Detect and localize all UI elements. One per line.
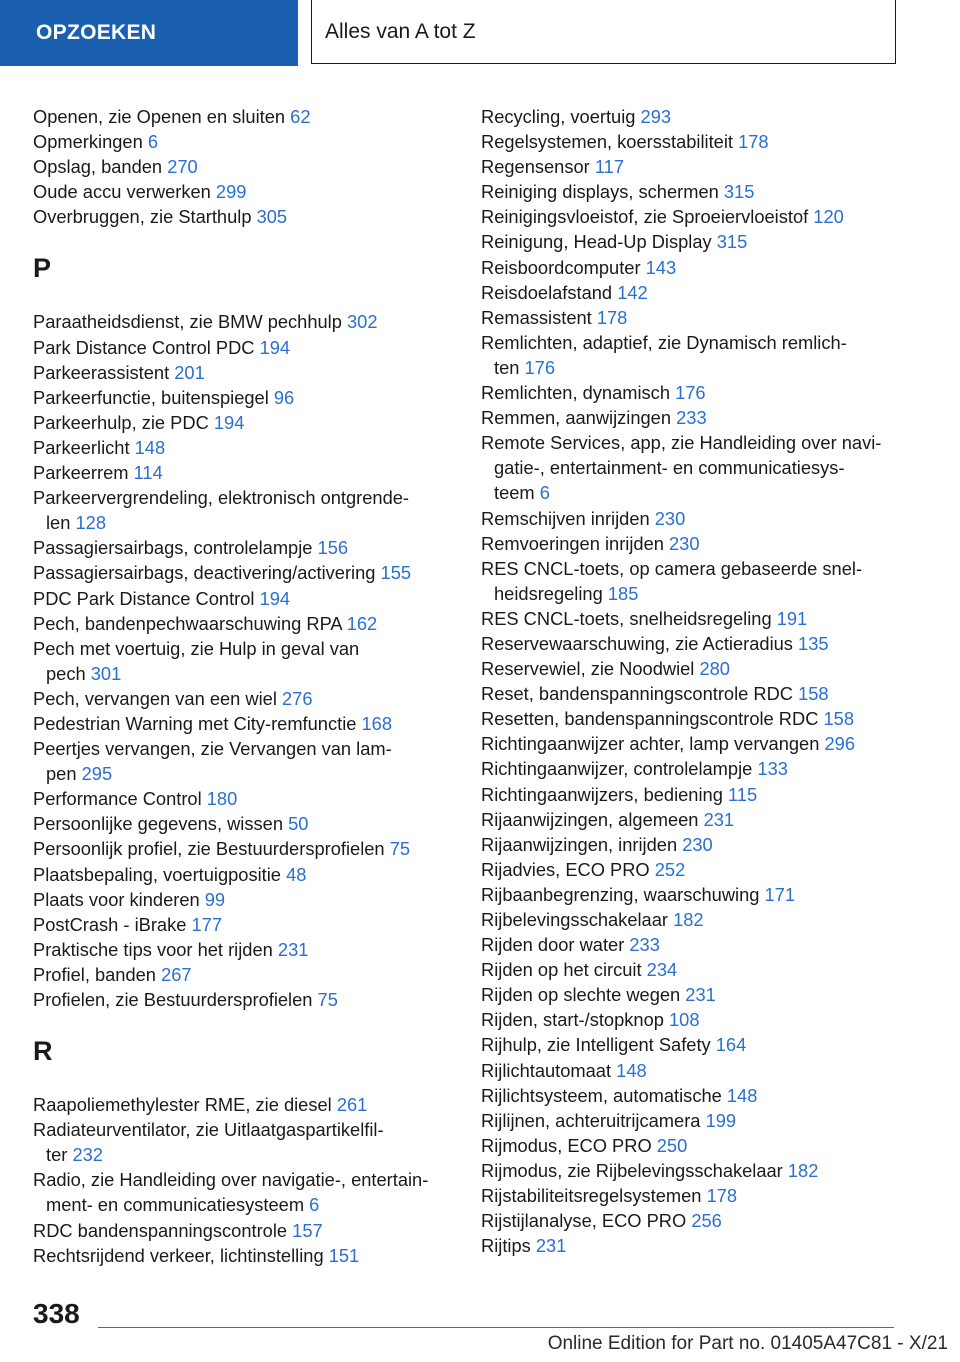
index-entry — [33, 887, 453, 912]
index-entry-text: ter — [46, 1144, 68, 1166]
index-entry — [33, 1117, 453, 1167]
index-entry — [481, 807, 911, 832]
index-entry-text: Persoonlijke gegevens, wissen — [33, 813, 283, 835]
index-entry-text: Radiateurventilator, zie Uitlaatgaspartikelfil- — [33, 1119, 384, 1141]
page-reference-link[interactable]: 194 — [259, 587, 291, 609]
index-entry — [481, 179, 911, 204]
section-tab: OPZOEKEN — [0, 0, 298, 66]
page-reference-link[interactable]: 148 — [616, 1059, 647, 1081]
index-entry — [33, 335, 453, 360]
page-reference-link[interactable]: 114 — [133, 462, 163, 484]
index-entry-text: Parkeerhulp, zie PDC — [33, 411, 209, 433]
index-entry — [481, 1108, 911, 1133]
index-entry — [33, 686, 453, 711]
index-entry — [481, 154, 911, 179]
index-entry-text: gatie-, entertainment- en communicatiesys- — [494, 457, 845, 479]
index-entry-text: Richtingaanwijzer, controlelampje — [481, 758, 753, 780]
index-entry — [33, 485, 453, 535]
index-entry-text: Rijmodus, zie Rijbelevingsschakelaar — [481, 1159, 783, 1181]
page-reference-link[interactable]: 62 — [290, 106, 311, 127]
index-entry-text: Rijden op slechte wegen — [481, 984, 681, 1006]
index-entry-text: Remmen, aanwijzingen — [481, 407, 672, 429]
index-entry-text: Rijden op het circuit — [481, 959, 642, 981]
page-reference-link[interactable]: 299 — [215, 181, 247, 203]
page-header — [0, 0, 960, 66]
index-entry — [481, 656, 911, 681]
index-column-left — [33, 104, 453, 1268]
index-entry-text: Remlichten, dynamisch — [481, 382, 670, 404]
index-entry — [481, 1183, 911, 1208]
page-reference-link[interactable]: 302 — [347, 311, 378, 333]
index-entry — [33, 736, 453, 786]
index-entry-text: Radio, zie Handleiding over navigatie-, entertain- — [33, 1169, 429, 1191]
page-reference-link[interactable]: 267 — [161, 963, 192, 985]
index-entry-text: Rijadvies, ECO PRO — [481, 858, 650, 880]
index-entry-text: Resetten, bandenspanningscontrole RDC — [481, 708, 819, 730]
page-reference-link[interactable]: 295 — [81, 763, 113, 785]
index-entry — [481, 556, 911, 606]
page-reference-link[interactable]: 256 — [691, 1210, 722, 1232]
index-entry-text: Rijaanwijzingen, algemeen — [481, 808, 699, 830]
index-entry — [33, 962, 453, 987]
index-entry-text: Reisboordcomputer — [481, 256, 641, 278]
page-reference-link[interactable]: 96 — [273, 386, 295, 408]
page-reference-link[interactable]: 157 — [292, 1219, 323, 1241]
page-reference-link[interactable]: 276 — [282, 687, 313, 709]
index-entry — [481, 932, 911, 957]
index-entry — [481, 506, 911, 531]
page-reference-link[interactable]: 128 — [75, 512, 107, 534]
index-entry-text: Richtingaanwijzer achter, lamp vervangen — [481, 733, 820, 755]
index-entry-text: Parkeervergrendeling, elektronisch ontgrende- — [33, 487, 409, 509]
index-entry-text: Persoonlijk profiel, zie Bestuurdersprofielen — [33, 838, 385, 860]
page-reference-link[interactable]: 155 — [380, 562, 412, 584]
index-entry-text: heidsregeling — [494, 582, 603, 604]
page-number: 338 — [33, 1298, 80, 1329]
index-entry-text: Reiniging displays, schermen — [481, 181, 719, 203]
page-reference-link[interactable]: 158 — [798, 683, 829, 705]
index-entry — [33, 1243, 453, 1268]
index-entry-text: Parkeerlicht — [33, 436, 130, 458]
index-entry — [33, 1218, 453, 1243]
index-entry-text: Richtingaanwijzers, bediening — [481, 783, 723, 805]
index-entry-text: PDC Park Distance Control — [33, 587, 255, 609]
page-reference-link[interactable]: 75 — [317, 989, 338, 1010]
page-reference-link[interactable]: 182 — [673, 909, 704, 930]
index-entry-text: Rijlichtautomaat — [481, 1059, 612, 1081]
index-entry-text: Regensensor — [481, 156, 590, 178]
index-entry-text: Raapoliemethylester RME, zie diesel — [33, 1094, 332, 1116]
page-reference-link[interactable]: 233 — [629, 934, 660, 956]
page-reference-link[interactable]: 199 — [705, 1109, 737, 1131]
index-entry — [481, 1133, 911, 1158]
index-entry-text: Reservewaarschuwing, zie Actieradius — [481, 632, 793, 654]
index-entry-text: Passagiersairbags, controlelampje — [33, 537, 313, 559]
page-reference-link[interactable]: 252 — [654, 858, 686, 880]
index-entry — [481, 782, 911, 807]
index-entry — [33, 836, 453, 861]
index-entry — [33, 535, 453, 560]
index-entry-text: ten — [494, 356, 520, 378]
index-entry — [481, 957, 911, 982]
index-entry-text: Rijaanwijzingen, inrijden — [481, 833, 678, 855]
index-entry — [33, 1167, 453, 1217]
index-entry — [481, 756, 911, 781]
index-entry — [33, 360, 453, 385]
index-entry-text: teem — [494, 482, 535, 504]
page-reference-link[interactable]: 280 — [699, 658, 730, 680]
index-entry-text: Reinigung, Head-Up Display — [481, 231, 712, 253]
index-entry — [481, 129, 911, 154]
index-entry-text: Rijden door water — [481, 934, 625, 956]
page-reference-link[interactable]: 230 — [654, 507, 686, 529]
page-reference-link[interactable]: 231 — [703, 808, 735, 830]
index-entry — [33, 987, 453, 1012]
page-reference-link[interactable]: 133 — [757, 758, 788, 780]
index-entry-text: Praktische tips voor het rijden — [33, 938, 273, 960]
index-entry-text: Rijstijlanalyse, ECO PRO — [481, 1210, 687, 1232]
page-reference-link[interactable]: 250 — [656, 1134, 688, 1156]
page-reference-link[interactable]: 231 — [277, 938, 309, 960]
index-entry-text: Remschijven inrijden — [481, 507, 650, 529]
page-reference-link[interactable]: 178 — [738, 131, 769, 153]
footer-edition: Online Edition for Part no. 01405A47C81 - X/21 — [547, 1333, 948, 1354]
page-reference-link[interactable]: 120 — [813, 206, 844, 228]
page-reference-link[interactable]: 194 — [213, 411, 245, 433]
page-reference-link[interactable]: 191 — [776, 607, 808, 629]
index-entry-text: Reinigingsvloeistof, zie Sproeiervloeistof — [481, 206, 809, 228]
index-entry-text: Reset, bandenspanningscontrole RDC — [481, 683, 793, 705]
index-entry — [481, 982, 911, 1007]
page-reference-link[interactable]: 151 — [328, 1244, 360, 1266]
index-entry — [481, 832, 911, 857]
page-reference-link[interactable]: 99 — [204, 888, 226, 910]
index-entry — [33, 460, 453, 485]
index-entry-text: Rijstabiliteitsregelsystemen — [481, 1185, 702, 1207]
index-entry-text: Plaatsbepaling, voertuigpositie — [33, 863, 281, 885]
index-entry-text: Peertjes vervangen, zie Vervangen van lam- — [33, 738, 392, 760]
index-entry-text: Recycling, voertuig — [481, 106, 636, 127]
index-entry-text: Parkeerassistent — [33, 361, 170, 383]
page-reference-link[interactable]: 75 — [389, 838, 411, 860]
index-entry-text: Pech, bandenpechwaarschuwing RPA — [33, 612, 342, 634]
page-reference-link[interactable]: 135 — [798, 632, 829, 654]
page-reference-link[interactable]: 232 — [72, 1144, 103, 1166]
index-entry — [481, 907, 911, 932]
index-entry-text: Reservewiel, zie Noodwiel — [481, 658, 695, 680]
index-entry — [481, 280, 911, 305]
index-entry — [481, 305, 911, 330]
index-entry — [481, 330, 911, 380]
index-entry-text: pen — [46, 763, 77, 785]
page-reference-link[interactable]: 301 — [90, 662, 122, 684]
index-entry — [481, 1158, 911, 1183]
page-reference-link[interactable]: 233 — [676, 407, 707, 429]
index-entry-text: RES CNCL-toets, op camera gebaseerde snel- — [481, 557, 863, 579]
index-entry — [33, 154, 453, 179]
page-reference-link[interactable]: 194 — [259, 336, 291, 358]
index-entry-text: Passagiersairbags, deactivering/activering — [33, 562, 376, 584]
index-entry-text: Rijlijnen, achteruitrijcamera — [481, 1109, 701, 1131]
page-reference-link[interactable]: 176 — [675, 382, 706, 404]
footer-divider — [98, 1327, 894, 1328]
index-entry-text: Paraatheidsdienst, zie BMW pechhulp — [33, 311, 342, 333]
index-entry-text: Regelsystemen, koersstabiliteit — [481, 131, 733, 153]
index-entry-text: Parkeerfunctie, buitenspiegel — [33, 386, 269, 408]
index-entry — [481, 631, 911, 656]
index-entry — [481, 1083, 911, 1108]
index-entry-text: Plaats voor kinderen — [33, 888, 200, 910]
index-entry — [33, 204, 453, 229]
page-reference-link[interactable]: 230 — [682, 833, 713, 855]
page-reference-link[interactable]: 48 — [286, 863, 307, 885]
page-reference-link[interactable]: 6 — [539, 482, 550, 504]
index-entry-text: RES CNCL-toets, snelheidsregeling — [481, 607, 772, 629]
index-entry-text: Rijbelevingsschakelaar — [481, 909, 668, 930]
page-reference-link[interactable]: 178 — [706, 1185, 738, 1207]
index-entry — [33, 410, 453, 435]
index-entry-text: Rijlichtsysteem, automatische — [481, 1084, 722, 1106]
index-entry — [481, 857, 911, 882]
index-entry-text: Pech, vervangen van een wiel — [33, 687, 277, 709]
index-entry-text: Overbruggen, zie Starthulp — [33, 206, 252, 228]
index-entry — [481, 531, 911, 556]
index-entry — [481, 204, 911, 229]
index-column-right — [481, 104, 911, 1258]
page-reference-link[interactable]: 180 — [206, 788, 238, 810]
index-entry-text: Rechtsrijdend verkeer, lichtinstelling — [33, 1244, 324, 1266]
index-entry-text: Rijden, start-/stopknop — [481, 1009, 664, 1031]
index-entry-text: Remassistent — [481, 306, 592, 328]
index-entry — [481, 430, 911, 505]
index-entry — [33, 385, 453, 410]
page-reference-link[interactable]: 305 — [256, 206, 288, 228]
page-reference-link[interactable]: 201 — [174, 361, 205, 383]
page-reference-link[interactable]: 156 — [317, 537, 349, 559]
index-entry-text: len — [46, 512, 71, 534]
index-entry — [481, 405, 911, 430]
index-entry — [481, 255, 911, 280]
index-entry-text: Parkeerrem — [33, 462, 129, 484]
index-entry — [33, 636, 453, 686]
index-entry-text: RDC bandenspanningscontrole — [33, 1219, 288, 1241]
index-entry — [33, 179, 453, 204]
page-reference-link[interactable]: 142 — [617, 281, 648, 303]
page-reference-link[interactable]: 177 — [191, 913, 223, 935]
index-entry — [481, 1007, 911, 1032]
index-entry-text: ment- en communicatiesysteem — [46, 1194, 305, 1216]
index-entry — [481, 882, 911, 907]
index-entry-text: Performance Control — [33, 788, 202, 810]
chapter-title: Alles van A tot Z — [311, 0, 896, 64]
index-entry-text: Oude accu verwerken — [33, 181, 211, 203]
index-entry — [481, 229, 911, 254]
index-entry — [33, 611, 453, 636]
page-reference-link[interactable]: 178 — [596, 306, 628, 328]
page-reference-link[interactable]: 117 — [594, 156, 624, 178]
page-reference-link[interactable]: 231 — [535, 1235, 567, 1257]
page-reference-link[interactable]: 6 — [147, 131, 159, 153]
page-reference-link[interactable]: 162 — [346, 612, 378, 634]
page-reference-link[interactable]: 115 — [727, 783, 758, 805]
page-reference-link[interactable]: 168 — [361, 712, 393, 734]
page-reference-link[interactable]: 296 — [824, 733, 855, 755]
page-reference-link[interactable]: 230 — [669, 532, 700, 554]
index-entry-text: Openen, zie Openen en sluiten — [33, 106, 286, 127]
index-entry-text: Remlichten, adaptief, zie Dynamisch remlich- — [481, 331, 847, 353]
index-entry-text: Park Distance Control PDC — [33, 336, 255, 358]
index-entry — [33, 937, 453, 962]
index-entry — [33, 586, 453, 611]
index-entry — [481, 1208, 911, 1233]
index-entry — [481, 681, 911, 706]
page-reference-link[interactable]: 158 — [823, 708, 855, 730]
page-reference-link[interactable]: 315 — [716, 231, 748, 253]
index-entry-text: PostCrash - iBrake — [33, 913, 187, 935]
index-entry — [481, 104, 911, 129]
index-entry-text: Rijtips — [481, 1235, 531, 1257]
page-reference-link[interactable]: 315 — [723, 181, 755, 203]
page-reference-link[interactable]: 108 — [669, 1009, 700, 1031]
page-reference-link[interactable]: 148 — [134, 436, 166, 458]
page-reference-link[interactable]: 143 — [645, 256, 677, 278]
index-entry — [33, 129, 453, 154]
page-reference-link[interactable]: 234 — [646, 959, 678, 981]
page-reference-link[interactable]: 270 — [167, 156, 198, 178]
index-entry-text: Reisdoelafstand — [481, 281, 613, 303]
page-reference-link[interactable]: 261 — [336, 1094, 368, 1116]
index-entry — [33, 435, 453, 460]
index-entry — [481, 1058, 911, 1083]
index-entry — [33, 786, 453, 811]
index-entry — [481, 731, 911, 756]
index-entry — [33, 560, 453, 585]
page-reference-link[interactable]: 6 — [309, 1194, 320, 1216]
index-entry — [481, 1233, 911, 1258]
index-entry — [33, 1092, 453, 1117]
index-entry — [33, 912, 453, 937]
page-reference-link[interactable]: 164 — [715, 1034, 747, 1056]
index-entry-text: Opmerkingen — [33, 131, 143, 153]
index-letter-heading: P — [33, 253, 52, 284]
index-entry — [481, 380, 911, 405]
page-reference-link[interactable]: 148 — [726, 1084, 758, 1106]
index-entry — [33, 309, 453, 334]
page-reference-link[interactable]: 182 — [787, 1159, 819, 1181]
index-entry-text: Pedestrian Warning met City-remfunctie — [33, 712, 357, 734]
index-entry-text: pech — [46, 662, 86, 684]
index-entry — [33, 811, 453, 836]
index-entry — [481, 706, 911, 731]
index-entry — [481, 606, 911, 631]
index-entry — [481, 1032, 911, 1057]
page-reference-link[interactable]: 185 — [607, 582, 639, 604]
page-reference-link[interactable]: 293 — [640, 106, 672, 127]
index-entry-text: Rijmodus, ECO PRO — [481, 1134, 652, 1156]
page-reference-link[interactable]: 231 — [685, 984, 716, 1006]
index-entry — [33, 862, 453, 887]
index-entry — [33, 104, 453, 129]
index-entry-text: Profiel, banden — [33, 963, 156, 985]
page-reference-link[interactable]: 50 — [288, 813, 309, 835]
page-reference-link[interactable]: 171 — [764, 883, 796, 905]
index-entry-text: Opslag, banden — [33, 156, 163, 178]
index-entry-text: Remote Services, app, zie Handleiding over navi- — [481, 432, 882, 454]
index-entry-text: Rijbaanbegrenzing, waarschuwing — [481, 883, 760, 905]
index-entry-text: Remvoeringen inrijden — [481, 532, 664, 554]
index-entry-text: Profielen, zie Bestuurdersprofielen — [33, 989, 313, 1010]
page-reference-link[interactable]: 176 — [524, 356, 556, 378]
index-entry-text: Pech met voertuig, zie Hulp in geval van — [33, 637, 360, 659]
index-entry — [33, 711, 453, 736]
index-entry-text: Rijhulp, zie Intelligent Safety — [481, 1034, 711, 1056]
index-letter-heading: R — [33, 1036, 53, 1067]
